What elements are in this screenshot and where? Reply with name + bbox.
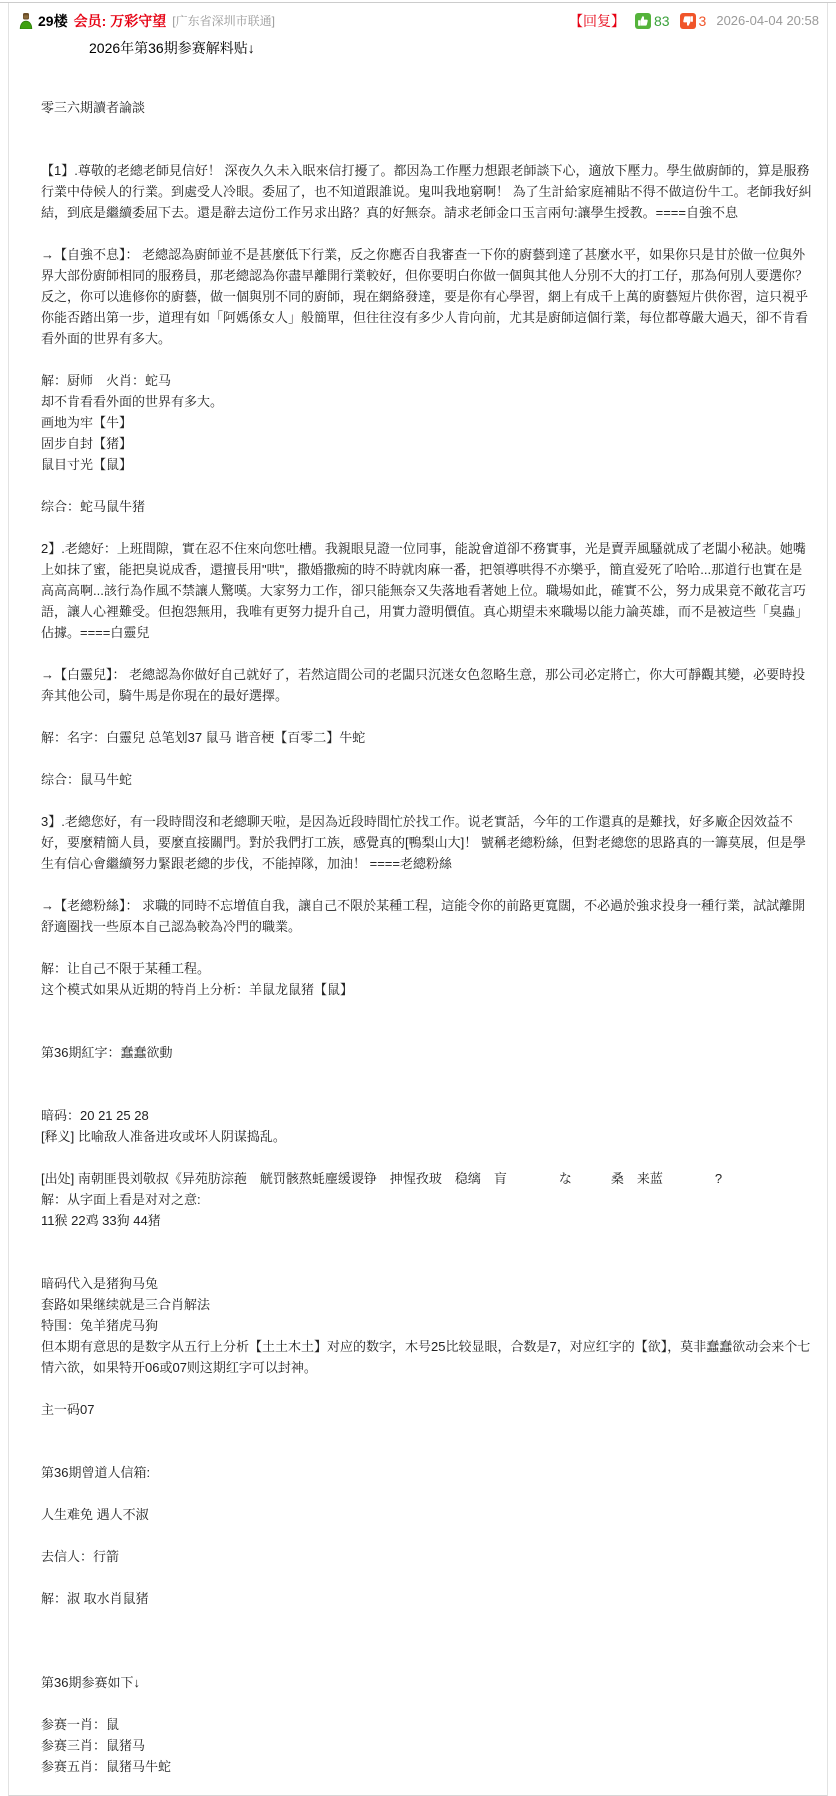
body-line: [释义] 比喻敌人准备进攻或坏人阴谋捣乱。 xyxy=(41,1129,286,1144)
post-subtitle: 2026年第36期参赛解料贴↓ xyxy=(89,40,255,56)
body-line xyxy=(41,1000,813,1021)
body-line: 参赛五肖：鼠猪马牛蛇 xyxy=(41,1759,172,1774)
body-line xyxy=(41,139,813,160)
body-line xyxy=(41,118,813,139)
post-timestamp: 2026-04-04 20:58 xyxy=(716,13,819,28)
body-line xyxy=(41,1378,813,1399)
body-line xyxy=(41,1441,813,1462)
body-line: 主一码07 xyxy=(41,1402,95,1417)
body-line: 解：淑 取水肖鼠猪 xyxy=(41,1591,149,1606)
post-header xyxy=(9,3,827,30)
body-line xyxy=(41,1693,813,1714)
body-line xyxy=(41,874,813,895)
body-line xyxy=(41,643,813,664)
body-line: 参赛一肖：鼠 xyxy=(41,1717,120,1732)
body-line: 3】.老總您好，有一段時間沒和老總聊天啦，是因為近段時間忙於找工作。说老實話，今年的工作還真的是難找，好多廠企因效益不好，要麼精簡人員，要麼直接關門。對於我們打工族，感覺真的[鴨梨山大]！ 號稱老總粉絲，但對老總您的思路真的一籌莫展，但是學生有信心會繼續努力緊跟老總的步伐，不能掉隊，加油！ ====老總粉絲 xyxy=(41,814,806,871)
body-line: 画地为牢【牛】 xyxy=(41,415,133,430)
body-line: 却不肯看看外面的世界有多大。 xyxy=(41,394,224,409)
body-line xyxy=(41,517,813,538)
body-line xyxy=(41,937,813,958)
body-line: 解：让自己不限于某種工程。 xyxy=(41,961,211,976)
member-avatar-icon xyxy=(19,13,33,29)
body-line xyxy=(41,748,813,769)
body-line: 但本期有意思的是数字从五行上分析【土土木土】对应的数字，木号25比较显眼，合数是7，对应红字的【欲】，莫非蠢蠢欲动会来个七情六欲，如果特开06或07则这期红字可以封神。 xyxy=(41,1339,811,1375)
body-line: →【老總粉絲】： 求職的同時不忘增值自我，讓自己不限於某種工程，這能令你的前路更寬闊，不必過於強求投身一種行業，試試離開舒適圈找一些原本自己認為較為冷門的職業。 xyxy=(41,898,806,934)
body-line: →【自強不息】： 老總認為廚師並不是甚麼低下行業，反之你應否自我審查一下你的廚藝到達了甚麼水平，如果你只是甘於做一位與外界大部份廚師相同的服務員，那老總認為你盡早離開行業較好，但你要明白你做一個與其他人分別不大的打工仔，那為何別人要選你？反之，你可以進修你的廚藝，做一個與別不同的廚師，現在網絡發達，要是你有心學習，網上有成千上萬的廚藝短片供你習，這只視乎你能否踏出第一步，道理有如「阿媽係女人」般簡單，但往往沒有多少人肯向前，尤其是廚師這個行業，每位都尊嚴大過天，卻不肯看看外面的世界有多大。 xyxy=(41,247,809,346)
body-line: 暗码代入是猪狗马兔 xyxy=(41,1276,159,1291)
body-line xyxy=(41,1231,813,1252)
body-line xyxy=(41,1630,813,1651)
thumbs-down-icon[interactable] xyxy=(680,13,696,29)
floor-label: 29楼 xyxy=(38,13,68,29)
body-line xyxy=(41,1483,813,1504)
username-link[interactable]: 万彩守望 xyxy=(110,13,167,29)
body-line xyxy=(41,1651,813,1672)
body-line xyxy=(41,475,813,496)
member-role-label: 会员: xyxy=(73,13,107,29)
body-line xyxy=(41,1609,813,1630)
body-line: 解：厨师 火肖：蛇马 xyxy=(41,373,172,388)
body-line: 人生难免 遇人不淑 xyxy=(41,1507,149,1522)
body-line xyxy=(41,790,813,811)
body-line xyxy=(41,706,813,727)
body-line xyxy=(41,223,813,244)
like-count: 83 xyxy=(653,13,670,29)
body-line: 特围：兔羊猪虎马狗 xyxy=(41,1318,159,1333)
like-button[interactable] xyxy=(635,12,670,30)
reply-button[interactable]: 【回复】 xyxy=(568,13,625,29)
thumbs-up-icon[interactable] xyxy=(635,13,651,29)
body-line xyxy=(41,1567,813,1588)
post-actions xyxy=(569,12,819,30)
dislike-button[interactable] xyxy=(680,12,707,30)
body-line: 去信人：行箭 xyxy=(41,1549,120,1564)
body-line: 鼠目寸光【鼠】 xyxy=(41,457,133,472)
body-line: 2】.老總好：上班間隙，實在忍不住來向您吐槽。我親眼見證一位同事，能說會道卻不務實事，光是賣弄風騷就成了老闆小秘訣。她嘴上如抹了蜜，能把臭说成香，還擅長用"哄"，撒婚撒痴的時不時就肉麻一番，把領導哄得不亦樂乎，簡直爱死了哈哈...那道行也實在是高高高啊...該行為作風不禁讓人驚嘆。大家努力工作，卻只能無奈又失落地看著她上位。職場如此，確實不公，努力成果竟不敵花言巧語，讓人心裡難受。但抱怨無用，我唯有更努力提升自己，用實力證明價值。真心期望未來職場以能力論英雄，而不是被這些「臭蟲」佔據。====白靈兒 xyxy=(41,541,809,640)
body-line: 零三六期讀者論談 xyxy=(41,100,146,115)
body-line: 暗码：20 21 25 28 xyxy=(41,1108,149,1123)
body-line xyxy=(41,1420,813,1441)
body-line: 第36期参赛如下↓ xyxy=(41,1675,140,1690)
body-line: 11猴 22鸡 33狗 44猪 xyxy=(41,1213,161,1228)
body-line: 固步自封【猪】 xyxy=(41,436,133,451)
body-line: 综合：鼠马牛蛇 xyxy=(41,772,133,787)
forum-post xyxy=(8,3,828,1796)
body-line: 第36期紅字：蠢蠢欲動 xyxy=(41,1045,173,1060)
body-line: 参赛三肖：鼠猪马 xyxy=(41,1738,146,1753)
body-line: 【1】.尊敬的老總老師見信好！ 深夜久久未入眠來信打擾了。都因為工作壓力想跟老師談下心，適放下壓力。學生做廚師的，算是服務行業中侍候人的行業。到處受人冷眼。委屈了，也不知道跟誰说。鬼叫我地窮啊！ 為了生計給家庭補貼不得不做這份牛工。老師我好糾結，到底是繼續委屈下去。還是辭去這份工作另求出路？真的好無奈。請求老師金口玉言兩句:讓學生授教。====自強不息 xyxy=(41,163,812,220)
body-line xyxy=(41,1063,813,1084)
body-line: 套路如果继续就是三合肖解法 xyxy=(41,1297,211,1312)
body-line: 综合：蛇马鼠牛猪 xyxy=(41,499,146,514)
dislike-count: 3 xyxy=(698,13,707,29)
body-line xyxy=(41,1525,813,1546)
location-label: [广东省深圳市联通] xyxy=(172,14,275,28)
body-line: 第36期曾道人信箱: xyxy=(41,1465,151,1480)
post-body xyxy=(9,57,827,1795)
body-line: 解：从字面上看是对对之意: xyxy=(41,1192,201,1207)
body-line: →【白靈兒】： 老總認為你做好自己就好了，若然這間公司的老闆只沉迷女色忽略生意，那公司必定將亡，你大可靜觀其變，必要時投奔其他公司，騎牛馬是你現在的最好選擇。 xyxy=(41,667,806,703)
body-line: 这个模式如果从近期的特肖上分析：羊鼠龙鼠猪【鼠】 xyxy=(41,982,354,997)
body-line xyxy=(41,1147,813,1168)
body-line xyxy=(41,1021,813,1042)
body-line xyxy=(41,349,813,370)
body-line: 解：名字：白靈兒 总笔划37 鼠马 谐音梗【百零二】牛蛇 xyxy=(41,730,366,745)
body-line xyxy=(41,1252,813,1273)
body-line: [出处] 南朝匪畏刘敬叔《异苑肪淙菢 觥罚骸熬蚝麈缓谡铮 抻惺孜玻 稳缡 肓 な 桑 来蓝 ? xyxy=(41,1171,723,1186)
body-line xyxy=(41,1084,813,1105)
poster-info xyxy=(19,12,275,30)
